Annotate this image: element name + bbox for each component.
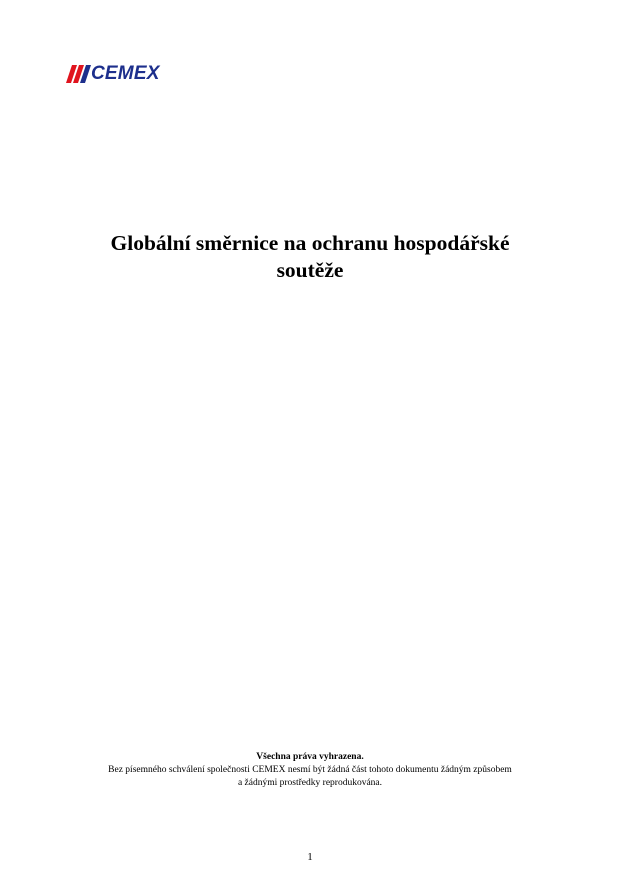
rights-text-line-2: a žádnými prostředky reprodukována.	[237, 778, 383, 788]
cemex-logo	[66, 63, 160, 85]
rights-heading: Všechna práva vyhrazena.	[256, 752, 364, 762]
document-title	[60, 230, 560, 284]
cemex-logo-text: CEMEX	[91, 63, 160, 84]
document-title-line-1: Globální směrnice na ochranu hospodářské	[110, 231, 510, 255]
copyright-notice	[40, 751, 580, 790]
page-number: 1	[307, 851, 313, 863]
document-title-line-2: soutěže	[276, 258, 344, 282]
rights-text-line-1: Bez písemného schválení společnosti CEMEX nesmí být žádná část tohoto dokumentu žádným způsobem	[108, 765, 512, 775]
cemex-logo-mark-icon	[66, 65, 92, 83]
